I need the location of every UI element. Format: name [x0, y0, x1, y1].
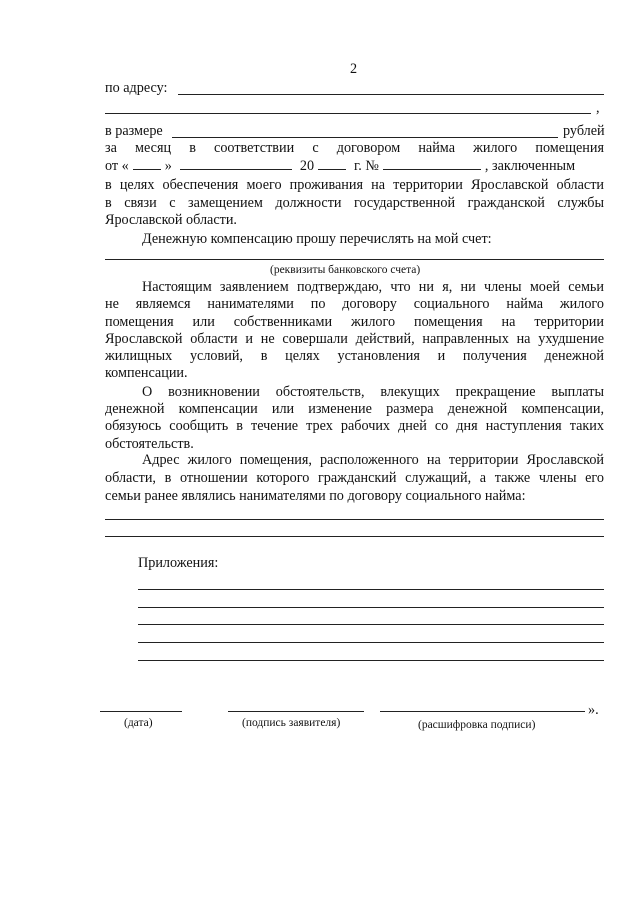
- date-line-tail: , заключенным: [484, 158, 576, 174]
- number-label: г. №: [354, 158, 379, 174]
- obligation-line-3: обязуюсь сообщить в течение трех рабочих дней со дня наступления таких: [105, 418, 604, 434]
- prior-address-field-line-1[interactable]: [105, 519, 604, 520]
- purpose-line-1: в целях обеспечения моего проживания на территории Ярославской области: [105, 177, 604, 193]
- signature-decoding-caption: (расшифровка подписи): [418, 719, 536, 731]
- date-from-label: от «: [105, 158, 129, 174]
- date-caption: (дата): [124, 717, 153, 729]
- page-number: 2: [350, 61, 358, 77]
- prior-address-line-3: семьи ранее являлись нанимателями по договору социального найма:: [105, 488, 526, 504]
- purpose-line-2: в связи с замещением должности государственной гражданской службы: [105, 195, 604, 211]
- contract-line: за месяц в соответствии с договором найма жилого помещения: [105, 140, 604, 156]
- address-trailing-comma: ,: [596, 100, 600, 116]
- date-field-line[interactable]: [100, 711, 182, 712]
- year-field[interactable]: [318, 157, 346, 170]
- amount-field-line[interactable]: [172, 137, 558, 138]
- address-label: по адресу:: [105, 80, 168, 96]
- bank-details-field-line[interactable]: [105, 259, 604, 260]
- bank-details-caption: (реквизиты банковского счета): [270, 264, 421, 276]
- prior-address-field-line-2[interactable]: [105, 536, 604, 537]
- confirmation-line-2: не являемся нанимателями по договору социального найма жилого: [105, 296, 604, 312]
- address-field-line-1[interactable]: [178, 94, 604, 95]
- address-field-line-2[interactable]: [105, 113, 591, 114]
- contract-number-field[interactable]: [383, 157, 481, 170]
- signature-field-line[interactable]: [228, 711, 364, 712]
- prior-address-line-2: области, в отношении которого гражданский служащий, а также члены его: [105, 470, 604, 486]
- attachment-line-2[interactable]: [138, 607, 604, 608]
- obligation-line-4: обстоятельств.: [105, 436, 194, 452]
- attachments-label: Приложения:: [138, 555, 219, 571]
- date-close-quote: »: [164, 158, 172, 174]
- confirmation-line-6: компенсации.: [105, 365, 188, 381]
- obligation-line-2: денежной компенсации или изменение размера денежной компенсации,: [105, 401, 604, 417]
- year-prefix: 20: [299, 158, 315, 174]
- confirmation-line-3: помещения или собственниками жилого помещения на территории: [105, 314, 604, 330]
- transfer-request: Денежную компенсацию прошу перечислять на мой счет:: [142, 231, 492, 247]
- prior-address-line-1: Адрес жилого помещения, расположенного на территории Ярославской: [142, 452, 604, 468]
- signature-caption: (подпись заявителя): [242, 717, 341, 729]
- signature-closing: ».: [588, 702, 599, 718]
- attachment-line-5[interactable]: [138, 660, 604, 661]
- contract-date-row: [105, 157, 604, 175]
- signature-decoding-field-line[interactable]: [380, 711, 585, 712]
- attachment-line-1[interactable]: [138, 589, 604, 590]
- confirmation-line-1: Настоящим заявлением подтверждаю, что ни я, ни члены моей семьи: [142, 279, 604, 295]
- attachment-line-4[interactable]: [138, 642, 604, 643]
- month-field[interactable]: [180, 157, 292, 170]
- attachment-line-3[interactable]: [138, 624, 604, 625]
- purpose-line-3: Ярославской области.: [105, 212, 237, 228]
- day-field[interactable]: [133, 157, 161, 170]
- obligation-line-1: О возникновении обстоятельств, влекущих прекращение выплаты: [142, 384, 604, 400]
- confirmation-line-5: жилищных условий, в целях установления и получения денежной: [105, 348, 604, 364]
- amount-unit: рублей: [563, 123, 605, 139]
- confirmation-line-4: Ярославской области и не совершали действий, направленных на ухудшение: [105, 331, 604, 347]
- amount-label: в размере: [105, 123, 163, 139]
